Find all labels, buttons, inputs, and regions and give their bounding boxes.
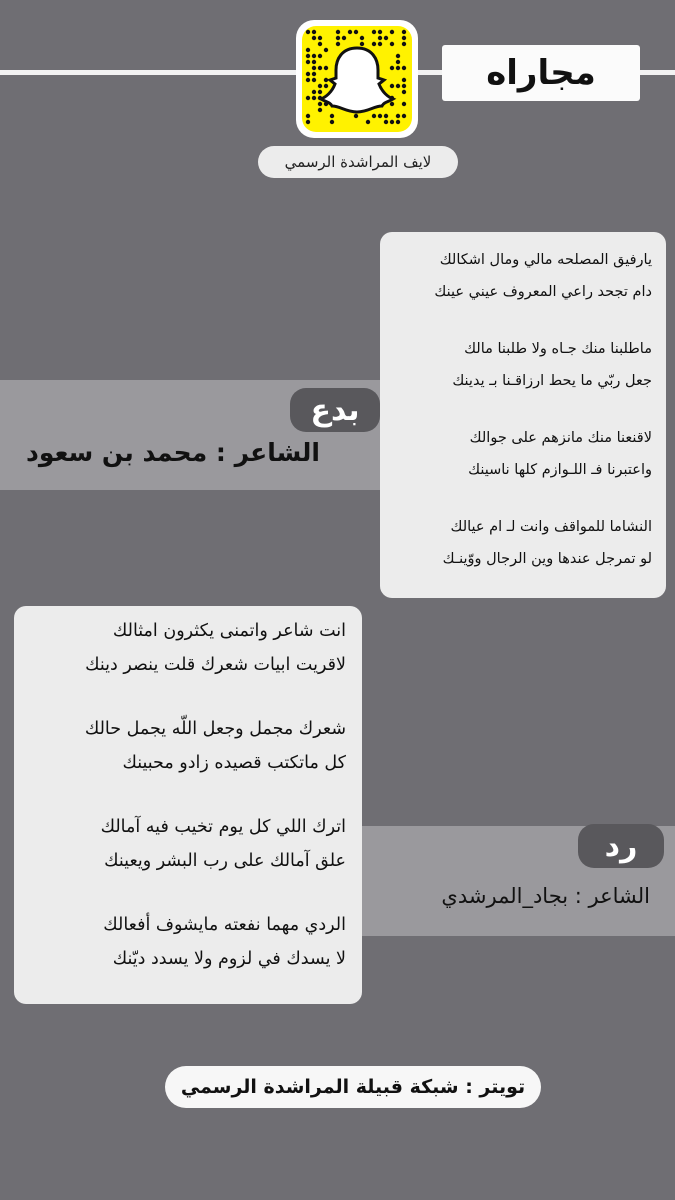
- poem-stanza: [394, 244, 652, 308]
- poem-line: ماطلبنا منك جـاه ولا طلبنا مالك: [464, 341, 652, 357]
- snapcode[interactable]: [296, 20, 418, 138]
- reply-line: علق آمالك على رب البشر ويعينك: [104, 851, 346, 871]
- reply-stanza: [30, 712, 346, 780]
- page-title: مجاراه: [442, 45, 640, 101]
- live-account-label: لايف المراشدة الرسمي: [258, 146, 458, 178]
- reply-line: شعرك مجمل وجعل اللّه يجمل حالك: [84, 719, 346, 739]
- reply-stanza: [30, 810, 346, 878]
- header-divider-left: [0, 70, 300, 75]
- poem-line: لاقنعنا منك مانزهم على جوالك: [469, 430, 652, 446]
- reply-line: انت شاعر واتمنى يكثرون امثالك: [112, 621, 346, 641]
- reply-card: [14, 606, 362, 1004]
- reply-line: لا يسدك في لزوم ولا يسدد ديّنك: [112, 949, 346, 969]
- reply-line: كل ماتكتب قصيده زادو محبينك: [122, 753, 346, 773]
- reply-stanza: [30, 614, 346, 682]
- poem-line: دام تجحد راعي المعروف عيني عينك: [434, 284, 652, 300]
- poem-line: واعتبرنا فـ اللـوازم كلها ناسينك: [468, 462, 652, 478]
- poem-poet-name: الشاعر : محمد بن سعود: [25, 438, 320, 467]
- poem-line: النشاما للمواقف وانت لـ ام عيالك: [450, 519, 652, 535]
- poem-card: [380, 232, 666, 598]
- reply-line: الردي مهما نفعته مايشوف أفعالك: [103, 915, 346, 935]
- reply-line: لاقريت ابيات شعرك قلت ينصر دينك: [85, 655, 346, 675]
- poem-line: جعل ربّي ما يحط ارزاقـنا بـ يدينك: [452, 373, 652, 389]
- twitter-account-label[interactable]: تويتر : شبكة قبيلة المراشدة الرسمي: [165, 1066, 541, 1108]
- poem-stanza: [394, 511, 652, 575]
- poem-line: يارفيق المصلحه مالي ومال اشكالك: [439, 252, 652, 268]
- snapchat-ghost-icon: [302, 26, 412, 132]
- reply-line: اترك اللي كل يوم تخيب فيه آمالك: [100, 817, 346, 837]
- poem-stanza: [394, 422, 652, 486]
- poem-line: لو تمرجل عندها وين الرجال ووّينـك: [442, 551, 652, 567]
- snapcode-dots: [302, 26, 412, 132]
- reply-tag: رد: [578, 824, 664, 868]
- poem-tag: بدع: [290, 388, 380, 432]
- reply-poet-name: الشاعر : بجاد_المرشدي: [441, 884, 650, 908]
- reply-stanza: [30, 908, 346, 976]
- poem-stanza: [394, 333, 652, 397]
